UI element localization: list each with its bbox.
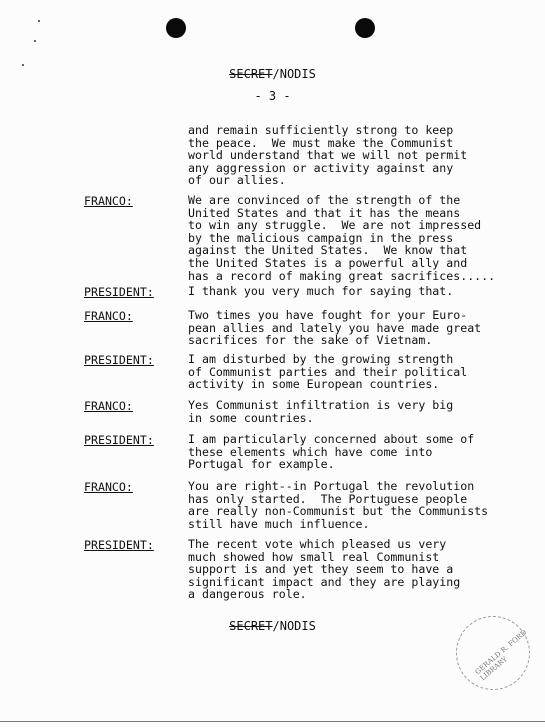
scan-edge-line <box>0 721 545 722</box>
punch-hole <box>355 18 375 38</box>
header-classification <box>0 67 545 81</box>
scan-speck <box>38 20 40 22</box>
scan-speck <box>22 64 24 66</box>
speech-text: I am particularly concerned about some of these elements which have come into Portugal for example. <box>188 432 475 472</box>
struck-classification: SECRET <box>229 619 273 633</box>
library-stamp-text: GERALD R. FORD LIBRARY <box>473 628 529 683</box>
classification-suffix: /NODIS <box>272 67 316 81</box>
speech-text: We are convinced of the strength of the United States and that it has the means to win any struggle. We are not impressed by the malicious campaign in the press against the United States. We know that the United States is a powerful ally and has a record of making great sacrifices..... <box>188 193 496 283</box>
continuation-paragraph: and remain sufficiently strong to keep the peace. We must make the Communist world understand that we will not permit any aggression or activity against any of our allies. <box>188 123 468 188</box>
struck-classification: SECRET <box>229 67 273 81</box>
speaker-label: FRANCO: <box>84 194 133 208</box>
speaker-label: PRESIDENT: <box>84 353 154 367</box>
speaker-label: PRESIDENT: <box>84 285 154 299</box>
punch-hole <box>166 18 186 38</box>
speaker-label: PRESIDENT: <box>84 538 154 552</box>
page-number: - 3 - <box>254 89 291 103</box>
speaker-label: PRESIDENT: <box>84 433 154 447</box>
scan-speck <box>34 40 36 42</box>
classification-suffix: /NODIS <box>272 619 316 633</box>
speaker-label: FRANCO: <box>84 399 133 413</box>
speech-text: I am disturbed by the growing strength of Communist parties and their political activity in some European countries. <box>188 352 468 392</box>
speech-text: You are right--in Portugal the revolution has only started. The Portuguese people are really non-Communist but the Communists still have much influence. <box>188 479 489 531</box>
speaker-label: FRANCO: <box>84 309 133 323</box>
speech-text: The recent vote which pleased us very much showed how small real Communist support is and yet they seem to have a significant impact and they are playing a dangerous role. <box>188 537 461 602</box>
speech-text: Two times you have fought for your Euro- pean allies and lately you have made great sacrifices for the sake of Vietnam. <box>188 308 482 348</box>
speech-text: I thank you very much for saying that. <box>188 284 454 298</box>
speaker-label: FRANCO: <box>84 480 133 494</box>
speech-text: Yes Communist infiltration is very big in some countries. <box>188 398 454 425</box>
